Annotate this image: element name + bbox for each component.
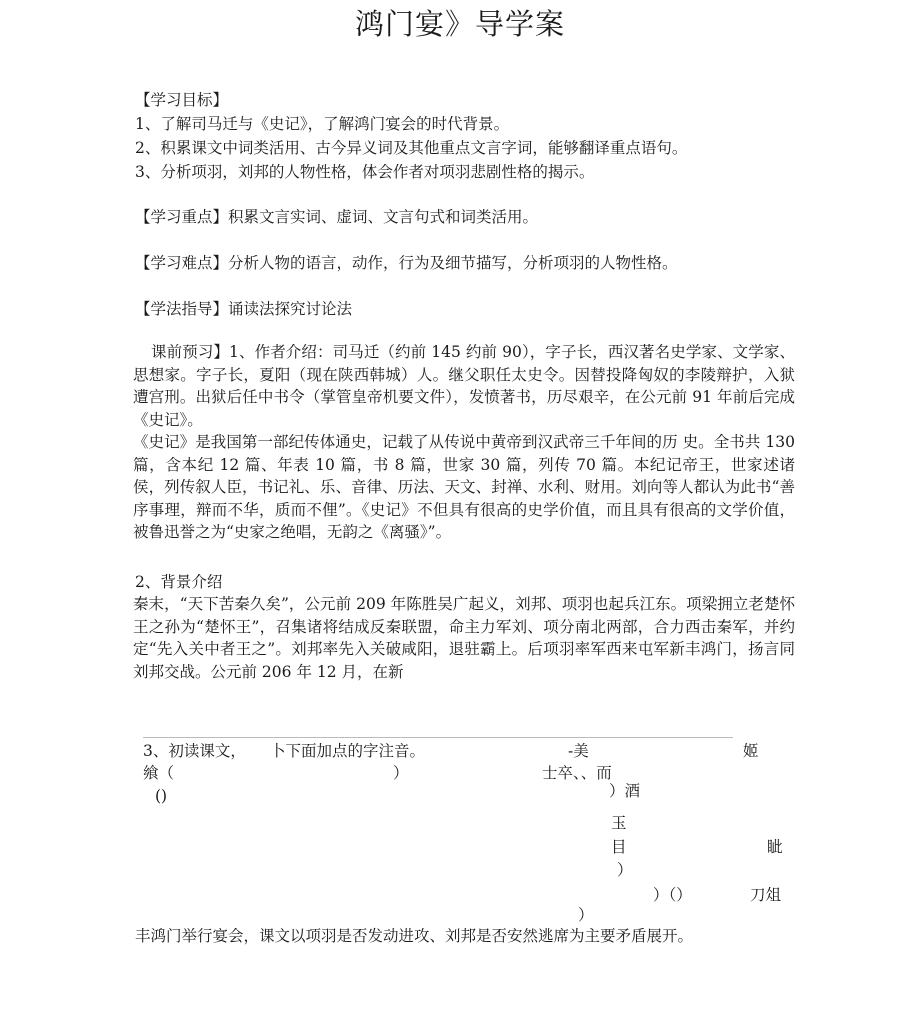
fragment-mu: 目 bbox=[611, 838, 627, 856]
shiji-paragraph: 《史记》是我国第一部纪传体通史，记载了从传说中黄帝到汉武帝三千年间的历 史。全书共 130 篇，含本纪 12 篇、年表 10 篇，书 8 篇，世家 30 篇，列传 70 篇。本纪记帝王，世家述诸侯，列传叙人臣，书记礼、乐、音律、历法、天文、封禅、水利、财用。刘向等人都认为此书“善序事理，辩而不华，质而不俚”。《史记》不但具有很高的史学价值，而且具有很高的文学价值，被鲁迅誉之为“史家之绝唱，无韵之《离骚》”。 bbox=[133, 433, 795, 541]
objective-item-2: 2、积累课文中词类活用、古今异义词及其他重点文言字词，能够翻译重点语句。 bbox=[135, 139, 688, 157]
fragment-shizu: 士卒、、而 bbox=[542, 764, 612, 782]
fragment-zi: 眦 bbox=[767, 838, 783, 856]
fragment-close-2: ） bbox=[617, 861, 633, 879]
page-title: 鸿门宴》导学案 bbox=[354, 7, 565, 41]
difficulty-line: 【学习难点】分析人物的语言，动作，行为及细节描写，分析项羽的人物性格。 bbox=[135, 254, 678, 272]
exercise-prompt: 3、初读课文， bbox=[143, 742, 246, 760]
objectives-heading: 【学习目标】 bbox=[135, 91, 229, 109]
author-intro-paragraph: 课前预习】1、作者介绍：司马迁（约前 145 约前 90），字子长，西汉著名史学家、文学家、思想家。字子长，夏阳（现在陕西韩城）人。继父职任太史令。因替投降匈奴的李陵辩护，入狱遭宫刑。出狱后任中书令（掌管皇帝机要文件），发愤著书，历尽艰辛，在公元前 91 年前后完成《史记》。 bbox=[133, 343, 795, 429]
background-heading: 2、背景介绍 bbox=[135, 573, 223, 591]
fragment-paren: () bbox=[155, 787, 168, 805]
fragment-close-3: ）（） bbox=[653, 886, 692, 904]
method-line: 【学法指导】诵读法探究讨论法 bbox=[135, 300, 353, 318]
fragment-daozu: 刀俎 bbox=[750, 886, 782, 904]
fragment-yu: 玉 bbox=[611, 814, 627, 832]
divider-line bbox=[143, 737, 733, 738]
fragment-ji: 姬 bbox=[743, 742, 759, 760]
objective-item-3: 3、分析项羽，刘邦的人物性格，体会作者对项羽悲剧性格的揭示。 bbox=[135, 163, 595, 181]
focus-line: 【学习重点】积累文言实词、虚词、文言句式和词类活用。 bbox=[135, 208, 539, 226]
fragment-jiu: ）酒 bbox=[609, 782, 641, 800]
exercise-prompt-cont: 卜下面加点的字注音。 bbox=[270, 742, 426, 760]
fragment-kuai: 飨（ bbox=[143, 764, 175, 782]
conclusion-line: 丰鸿门举行宴会，课文以项羽是否发动进攻、刘邦是否安然逃席为主要矛盾展开。 bbox=[135, 927, 694, 945]
fragment-close-1: ） bbox=[393, 764, 409, 782]
fragment-mei: -美 bbox=[568, 742, 589, 760]
fragment-close-4: ） bbox=[578, 906, 594, 924]
background-paragraph: 秦末，“天下苦秦久矣”，公元前 209 年陈胜吴广起义，刘邦、项羽也起兵江东。项梁拥立老楚怀王之孙为“楚怀王”，召集诸将结成反秦联盟，命主力军刘、项分南北两部，合力西击秦军，并约定“先入关中者王之”。刘邦率先入关破咸阳，退驻霸上。后项羽率军西来屯军新丰鸿门，扬言同刘邦交战。公元前 206 年 12 月，在新 bbox=[133, 595, 795, 681]
objective-item-1: 1、了解司马迁与《史记》，了解鸿门宴会的时代背景。 bbox=[135, 115, 510, 133]
